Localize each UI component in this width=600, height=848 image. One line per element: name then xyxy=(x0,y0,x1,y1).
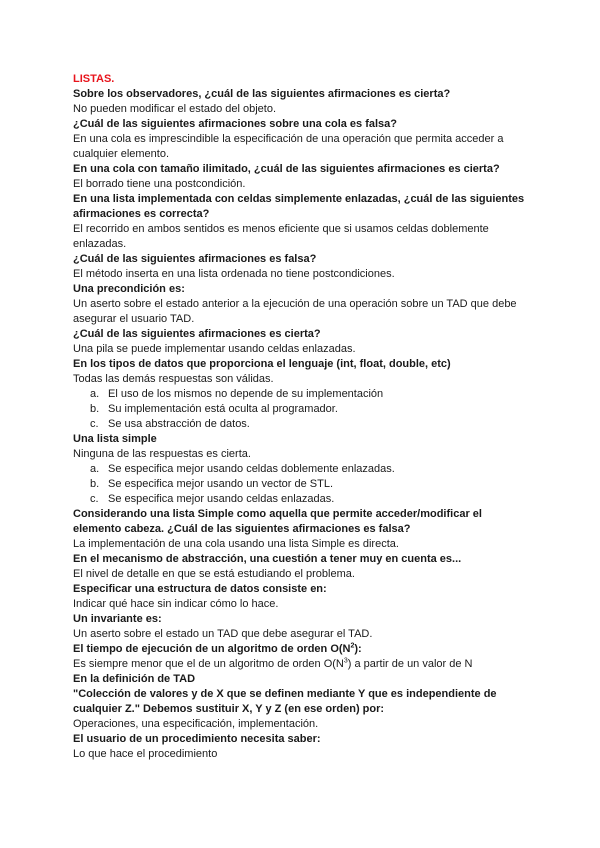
question-15-heading: En la definición de TAD xyxy=(73,673,196,685)
answer-14: Es siempre menor que el de un algoritmo de orden $O(N^3)$ a partir de un valor de N xyxy=(73,657,473,670)
question-8: En los tipos de datos que proporciona el lenguaje (int, float, double, etc) xyxy=(73,358,451,370)
answer-16: Lo que hace el procedimiento xyxy=(73,748,218,760)
question-10: Considerando una lista Simple como aquella que permite acceder/modificar el elemento cabeza. ¿Cuál de las siguientes afirmaciones es falsa? xyxy=(73,508,482,535)
question-7: ¿Cuál de las siguientes afirmaciones es cierta? xyxy=(73,328,321,340)
question-2: ¿Cuál de las siguientes afirmaciones sobre una cola es falsa? xyxy=(73,118,398,130)
question-9: Una lista simple xyxy=(73,433,157,445)
options-list-8 xyxy=(73,387,533,432)
question-3: En una cola con tamaño ilimitado, ¿cuál de las siguientes afirmaciones es cierta? xyxy=(73,163,500,175)
answer-9: Ninguna de las respuestas es cierta. xyxy=(73,448,251,460)
options-list-9 xyxy=(73,462,533,507)
answer-5: El método inserta en una lista ordenada no tiene postcondiciones. xyxy=(73,268,395,280)
question-16: El usuario de un procedimiento necesita saber: xyxy=(73,733,321,745)
question-6: Una precondición es: xyxy=(73,283,185,295)
question-5: ¿Cuál de las siguientes afirmaciones es falsa? xyxy=(73,253,317,265)
question-12: Especificar una estructura de datos consiste en: xyxy=(73,583,327,595)
answer-2: En una cola es imprescindible la especificación de una operación que permita acceder a cualquier elemento. xyxy=(73,133,504,160)
section-title: LISTAS. xyxy=(73,73,115,85)
answer-15: Operaciones, una especificación, implementación. xyxy=(73,718,319,730)
answer-4: El recorrido en ambos sentidos es menos eficiente que si usamos celdas doblemente enlazadas. xyxy=(73,223,489,250)
list-item: c. Se usa abstracción de datos. xyxy=(90,418,250,430)
list-item: b. Su implementación está oculta al programador. xyxy=(90,403,338,415)
answer-7: Una pila se puede implementar usando celdas enlazadas. xyxy=(73,343,356,355)
answer-3: El borrado tiene una postcondición. xyxy=(73,178,246,190)
list-item: a. El uso de los mismos no depende de su implementación xyxy=(90,388,384,400)
question-11: En el mecanismo de abstracción, una cuestión a tener muy en cuenta es... xyxy=(73,553,462,565)
document-page xyxy=(73,72,533,762)
question-14: El tiempo de ejecución de un algoritmo de orden $O(N^2)$: xyxy=(73,642,362,655)
question-4: En una lista implementada con celdas simplemente enlazadas, ¿cuál de las siguientes afirmaciones es correcta? xyxy=(73,193,525,220)
list-item: c. Se especifica mejor usando celdas enlazadas. xyxy=(90,493,335,505)
answer-8: Todas las demás respuestas son válidas. xyxy=(73,373,274,385)
answer-10: La implementación de una cola usando una lista Simple es directa. xyxy=(73,538,399,550)
answer-1: No pueden modificar el estado del objeto. xyxy=(73,103,277,115)
question-1: Sobre los observadores, ¿cuál de las siguientes afirmaciones es cierta? xyxy=(73,88,451,100)
answer-11: El nivel de detalle en que se está estudiando el problema. xyxy=(73,568,355,580)
answer-12: Indicar qué hace sin indicar cómo lo hace. xyxy=(73,598,279,610)
question-13: Un invariante es: xyxy=(73,613,162,625)
answer-6: Un aserto sobre el estado anterior a la ejecución de una operación sobre un TAD que debe asegurar el usuario TAD. xyxy=(73,298,517,325)
list-item: a. Se especifica mejor usando celdas doblemente enlazadas. xyxy=(90,463,395,475)
answer-13: Un aserto sobre el estado un TAD que debe asegurar el TAD. xyxy=(73,628,373,640)
list-item: b. Se especifica mejor usando un vector de STL. xyxy=(90,478,334,490)
question-15: "Colección de valores y de X que se definen mediante Y que es independiente de cualquier Z." Debemos sustituir X, Y y Z (en ese orden) por: xyxy=(73,688,497,715)
